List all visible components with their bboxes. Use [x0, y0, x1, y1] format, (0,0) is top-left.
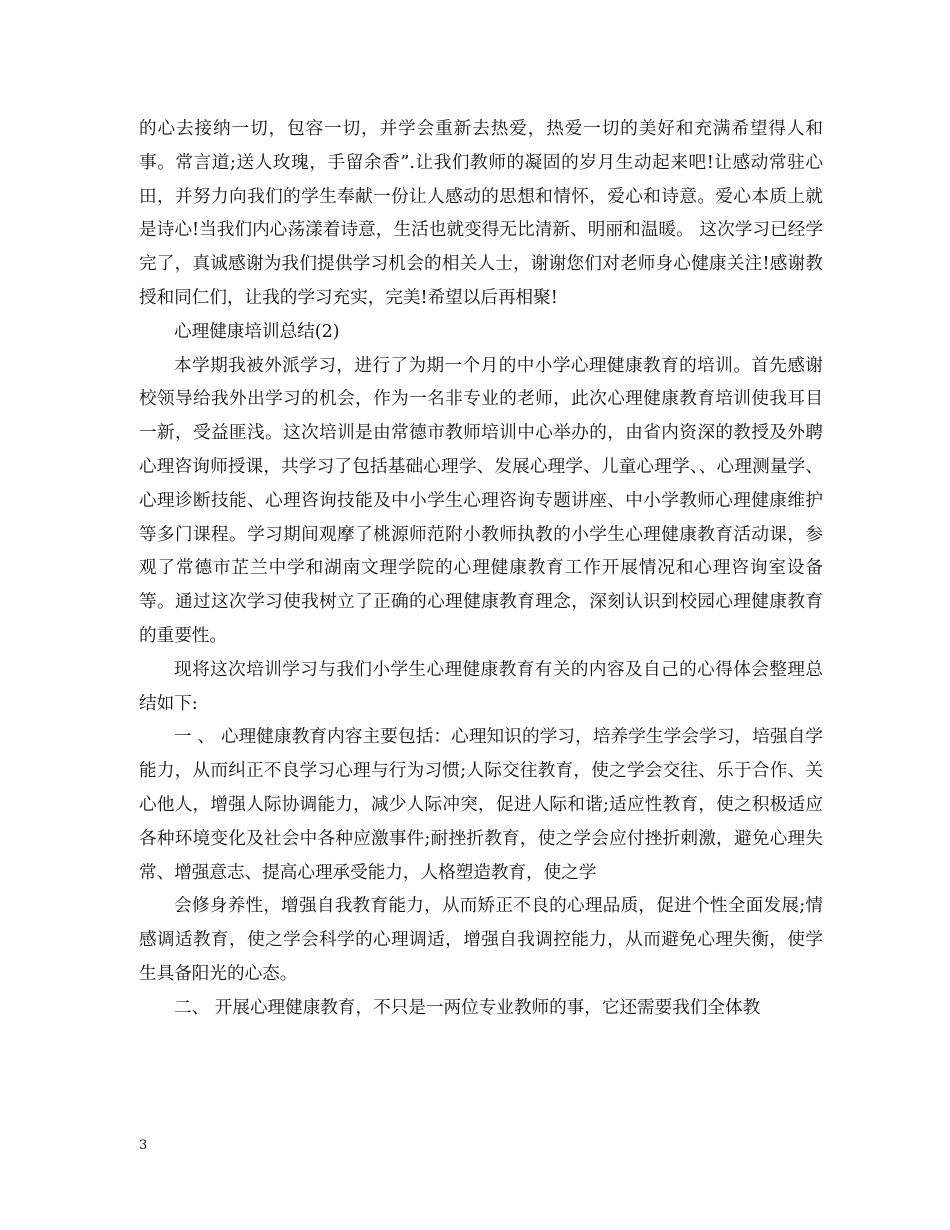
document-body — [139, 113, 823, 1026]
section-heading: 心理健康培训总结(2) — [174, 321, 340, 342]
paragraph-point-one-continued: 会修身养性，增强自我教育能力，从而矫正不良的心理品质，促进个性全面发展;情感调适教育，使之学会科学的心理调适，增强自我调控能力，从而避免心理失衡，使学生具备阳光的心态。 — [139, 896, 823, 984]
paragraph-intro: 本学期我被外派学习，进行了为期一个月的中小学心理健康教育的培训。首先感谢校领导给我外出学习的机会，作为一名非专业的老师，此次心理健康教育培训使我耳目一新，受益匪浅。这次培训是由常德市教师培训中心举办的，由省内资深的教授及外聘心理咨询师授课，共学习了包括基础心理学、发展心理学、儿童心理学、、心理测量学、心理诊断技能、心理咨询技能及中小学生心理咨询专题讲座、中小学教师心理健康维护等多门课程。学习期间观摩了桃源师范附小教师执教的小学生心理健康教育活动课，参观了常德市芷兰中学和湖南文理学院的心理健康教育工作开展情况和心理咨询室设备等。通过这次学习使我树立了正确的心理健康教育理念，深刻认识到校园心理健康教育的重要性。 — [139, 355, 823, 646]
paragraph-point-one: 一 、 心理健康教育内容主要包括：心理知识的学习，培养学生学会学习，培强自学能力，从而纠正不良学习心理与行为习惯;人际交往教育，使之学会交往、乐于合作、关心他人，增强人际协调能力，减少人际冲突，促进人际和谐;适应性教育，使之积极适应各种环境变化及社会中各种应激事件;耐挫折教育，使之学会应付挫折刺激，避免心理失常、增强意志、提高心理承受能力，人格塑造教育，使之学 — [139, 727, 823, 883]
paragraph-summary-lead: 现将这次培训学习与我们小学生心理健康教育有关的内容及自己的心得体会整理总结如下: — [139, 659, 823, 714]
paragraph-closing: 的心去接纳一切，包容一切，并学会重新去热爱，热爱一切的美好和充满希望得人和事。常言道;送人玫瑰，手留余香”.让我们教师的凝固的岁月生动起来吧!让感动常驻心田，并努力向我们的学生奉献一份让人感动的思想和情怀，爱心和诗意。爱心本质上就是诗心!当我们内心荡漾着诗意，生活也就变得无比清新、明丽和温暖。 这次学习已经学完了，真诚感谢为我们提供学习机会的相关人士，谢谢您们对老师身心健康关注!感谢教授和同仁们，让我的学习充实，完美!希望以后再相聚! — [139, 119, 823, 308]
paragraph-point-two: 二、 开展心理健康教育，不只是一两位专业教师的事，它还需要我们全体教 — [174, 997, 761, 1018]
page-number: 3 — [139, 1138, 148, 1153]
